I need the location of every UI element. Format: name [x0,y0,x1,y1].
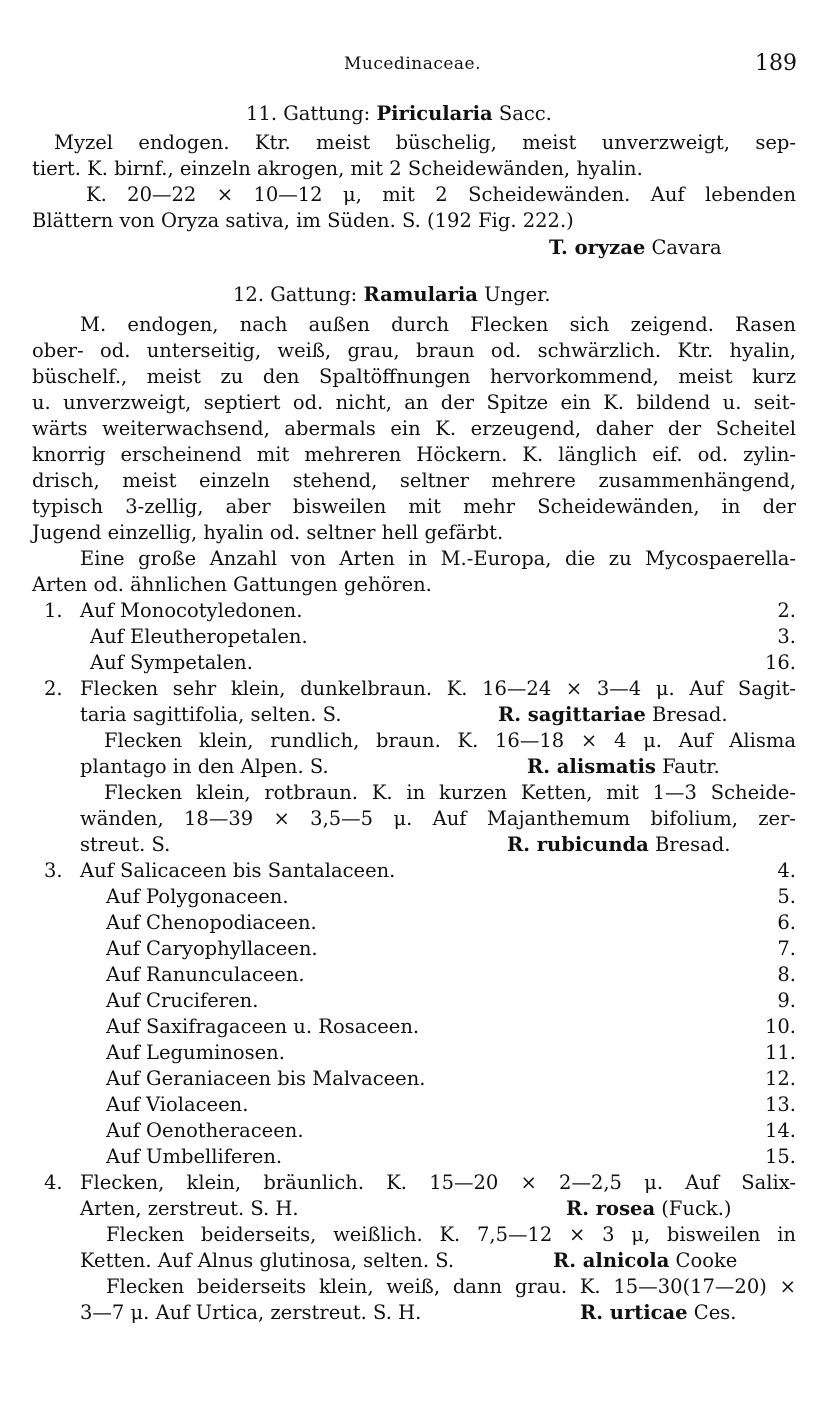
key-ref: 15. [764,1145,796,1168]
text-line: streut. S. R. rubicunda Bresad. [80,833,731,856]
key-number: 1. [44,599,63,622]
key-row: Auf Violaceen. 13. [0,1091,830,1119]
key-row: Auf Umbelliferen. 15. [0,1143,830,1171]
key-row: Auf Chenopodiaceen. 6. [0,909,830,937]
text-line: taria sagittifolia, selten. S. R. sagittariae Bresad. [80,703,728,726]
key-ref: 6. [777,911,796,934]
key-ref: 10. [764,1015,796,1038]
species-name: R. alnicola [553,1249,670,1272]
key-row: Auf Polygonaceen. 5. [0,883,830,911]
text-line: drisch, meist einzeln stehend, seltner mehrere zusammenhängend, [32,469,796,492]
text-line: Jugend einzellig, hyalin od. seltner hell gefärbt. [32,521,504,544]
text-line: Myzel endogen. Ktr. meist büschelig, meist unverzweigt, sep- [54,131,796,154]
key-row: Auf Cruciferen. 9. [0,987,830,1015]
key-ref: 12. [764,1067,796,1090]
text-line: M. endogen, nach außen durch Flecken sich zeigend. Rasen [80,313,796,336]
species-name: R. alismatis [527,755,656,778]
key-row: Auf Caryophyllaceen. 7. [0,935,830,963]
key-row: Auf Sympetalen. 16. [0,649,830,677]
text-line: u. unverzweigt, septiert od. nicht, an der Spitze ein K. bildend u. seit- [32,391,796,414]
text-line: büschelf., meist zu den Spaltöffnungen hervorkommend, meist kurz [32,365,796,388]
text-line: typisch 3-zellig, aber bisweilen mit mehr Scheidewänden, in der [32,495,796,518]
key-number: 2. [44,677,63,700]
text-line: Blättern von Oryza sativa, im Süden. S. (192 Fig. 222.) [32,209,574,232]
key-ref: 13. [764,1093,796,1116]
text-line: plantago in den Alpen. S. R. alismatis Fautr. [80,755,720,778]
key-ref: 8. [777,963,796,986]
text-line: Eine große Anzahl von Arten in M.-Europa, die zu Mycospaerella- [80,547,796,570]
species-name: R. rosea [566,1197,656,1220]
text-line: knorrig erscheinend mit mehreren Höckern. K. länglich eif. od. zylin- [32,443,796,466]
genus-name: Piricularia [376,102,493,125]
key-row: Auf Geraniaceen bis Malvaceen. 12. [0,1065,830,1093]
key-row: Auf Oenotheraceen. 14. [0,1117,830,1145]
species-line: T. oryzae Cavara [549,236,722,259]
key-ref: 7. [777,937,796,960]
page-number: 189 [755,51,797,76]
genus-heading-piricularia: 11. Gattung: Piricularia Sacc. [246,102,552,125]
key-number: 3. [44,859,63,882]
key-ref: 3. [777,625,796,648]
species-name: R. sagittariae [498,703,646,726]
key-row: Auf Leguminosen. 11. [0,1039,830,1067]
key-row: Auf Saxifragaceen u. Rosaceen. 10. [0,1013,830,1041]
genus-name: Ramularia [363,283,478,306]
key-ref: 4. [777,859,796,882]
text-line: tiert. K. birnf., einzeln akrogen, mit 2 Scheidewänden, hyalin. [32,157,643,180]
text-line: wänden, 18—39 × 3,5—5 μ. Auf Majanthemum bifolium, zer- [80,807,796,830]
text-line: Arten, zerstreut. S. H. R. rosea (Fuck.) [80,1197,732,1220]
key-entry-2: 2. Flecken sehr klein, dunkelbraun. K. 16—24 × 3—4 μ. Auf Sagit- [0,675,830,703]
running-header [0,50,830,78]
key-row: Auf Eleutheropetalen. 3. [0,623,830,651]
text-line: 3—7 μ. Auf Urtica, zerstreut. S. H. R. urticae Ces. [80,1301,737,1324]
species-name: T. oryzae [549,236,646,259]
key-entry-4: 4. Flecken, klein, bräunlich. K. 15—20 × 2—2,5 μ. Auf Salix- [0,1169,830,1197]
key-entry-3: 3. Auf Salicaceen bis Santalaceen. 4. [0,857,830,885]
text-line: Arten od. ähnlichen Gattungen gehören. [32,573,432,596]
key-ref: 16. [764,651,796,674]
running-title: Mucedinaceae. [344,54,482,74]
key-number: 4. [44,1171,63,1194]
key-ref: 11. [764,1041,796,1064]
key-ref: 2. [777,599,796,622]
text-line: wärts weiterwachsend, abermals ein K. erzeugend, daher der Scheitel [32,417,796,440]
text-line: K. 20—22 × 10—12 μ, mit 2 Scheidewänden. Auf lebenden [86,183,796,206]
text-line: Ketten. Auf Alnus glutinosa, selten. S. R. alnicola Cooke [80,1249,738,1272]
key-entry-1: 1. Auf Monocotyledonen. 2. [0,597,830,625]
key-row: Auf Ranunculaceen. 8. [0,961,830,989]
key-ref: 14. [764,1119,796,1142]
text-line: Flecken klein, rundlich, braun. K. 16—18 × 4 μ. Auf Alisma [104,729,796,752]
text-line: Flecken beiderseits, weißlich. K. 7,5—12 × 3 μ, bisweilen in [106,1223,796,1246]
species-name: R. rubicunda [507,833,649,856]
species-name: R. urticae [580,1301,688,1324]
text-line: Flecken beiderseits klein, weiß, dann grau. K. 15—30(17—20) × [106,1275,796,1298]
key-ref: 5. [777,885,796,908]
text-line: Flecken klein, rotbraun. K. in kurzen Ketten, mit 1—3 Scheide- [104,781,796,804]
text-line: ober- od. unterseitig, weiß, grau, braun od. schwärzlich. Ktr. hyalin, [32,339,796,362]
key-ref: 9. [777,989,796,1012]
genus-heading-ramularia: 12. Gattung: Ramularia Unger. [233,283,551,306]
